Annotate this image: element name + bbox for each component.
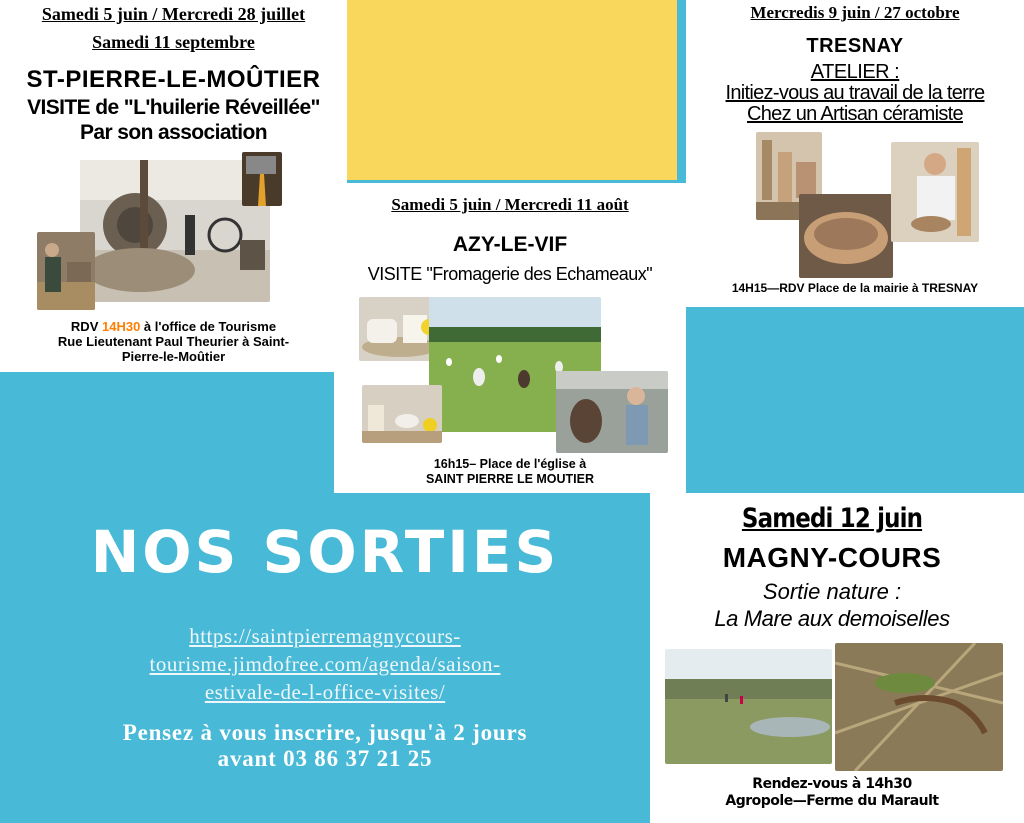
goat-figurines-photo xyxy=(362,385,442,443)
event-town: TRESNAY xyxy=(806,35,904,57)
rdv-line-2: SAINT PIERRE LE MOUTIER xyxy=(425,472,595,486)
agenda-link[interactable] xyxy=(0,622,650,706)
worker-photo xyxy=(37,232,95,310)
oil-pour-photo xyxy=(242,152,282,206)
registration-notice xyxy=(0,720,650,772)
event-card-st-pierre xyxy=(0,0,347,372)
rdv-prefix: RDV xyxy=(70,319,102,334)
event-rdv: 14H15—RDV Place de la mairie à TRESNAY xyxy=(731,281,979,295)
notice-line-1: Pensez à vous inscrire, jusqu'à 2 jours xyxy=(122,720,528,745)
event-subtitle: Initiez-vous au travail de la terre xyxy=(725,82,985,104)
event-rdv xyxy=(0,319,347,364)
event-card-tresnay xyxy=(686,0,1024,307)
event-dates: Samedi 5 juin / Mercredi 28 juillet xyxy=(41,4,306,24)
event-rdv xyxy=(650,776,1014,810)
event-town: ST-PIERRE-LE-MOÛTIER xyxy=(26,66,321,93)
event-subtitle: VISITE de "L'huilerie Réveillée" xyxy=(27,96,320,119)
event-dates-2: Samedi 11 septembre xyxy=(92,32,255,52)
newt-photo xyxy=(835,643,1003,771)
event-subtitle-2: La Mare aux demoiselles xyxy=(714,606,950,631)
event-town: MAGNY-COURS xyxy=(722,542,942,573)
clay-bowl-photo xyxy=(799,194,893,278)
rdv-line-2: Rue Lieutenant Paul Theurier à Saint- xyxy=(57,334,290,349)
event-card-azy xyxy=(334,183,686,493)
event-dates: Mercredis 9 juin / 27 octobre xyxy=(750,3,960,22)
rdv-line-3: Pierre-le-Moûtier xyxy=(121,349,226,364)
event-subtitle-2: Chez un Artisan céramiste xyxy=(747,103,963,125)
potter-photo xyxy=(891,142,979,242)
pond-photo xyxy=(665,649,832,764)
event-card-magny xyxy=(650,493,1024,823)
link-line-3[interactable]: estivale-de-l-office-visites/ xyxy=(204,680,446,704)
page-title: NOS SORTIES xyxy=(90,518,560,586)
event-atelier: ATELIER : xyxy=(810,61,900,83)
milking-photo xyxy=(556,371,668,453)
event-subtitle-2: Par son association xyxy=(79,121,267,144)
event-subtitle: VISITE "Fromagerie des Echameaux" xyxy=(367,264,653,284)
rdv-line-1: 16h15– Place de l'église à xyxy=(433,457,587,471)
event-subtitle: Sortie nature : xyxy=(762,579,902,604)
event-town: AZY-LE-VIF xyxy=(452,233,568,256)
event-dates: Samedi 5 juin / Mercredi 11 août xyxy=(391,195,629,214)
yellow-block xyxy=(347,0,677,180)
rdv-time: 14H30 xyxy=(101,319,141,334)
rdv-line-2: Agropole—Ferme du Marault xyxy=(725,793,939,809)
rdv-suffix: à l'office de Tourisme xyxy=(140,319,277,334)
link-line-1[interactable]: https://saintpierremagnycours- xyxy=(189,624,461,648)
link-line-2[interactable]: tourisme.jimdofree.com/agenda/saison- xyxy=(149,652,501,676)
notice-line-2: avant 03 86 37 21 25 xyxy=(217,746,433,771)
event-date: Samedi 12 juin xyxy=(741,503,923,534)
rdv-line-1: Rendez-vous à 14h30 xyxy=(752,776,912,792)
event-rdv xyxy=(334,457,686,487)
